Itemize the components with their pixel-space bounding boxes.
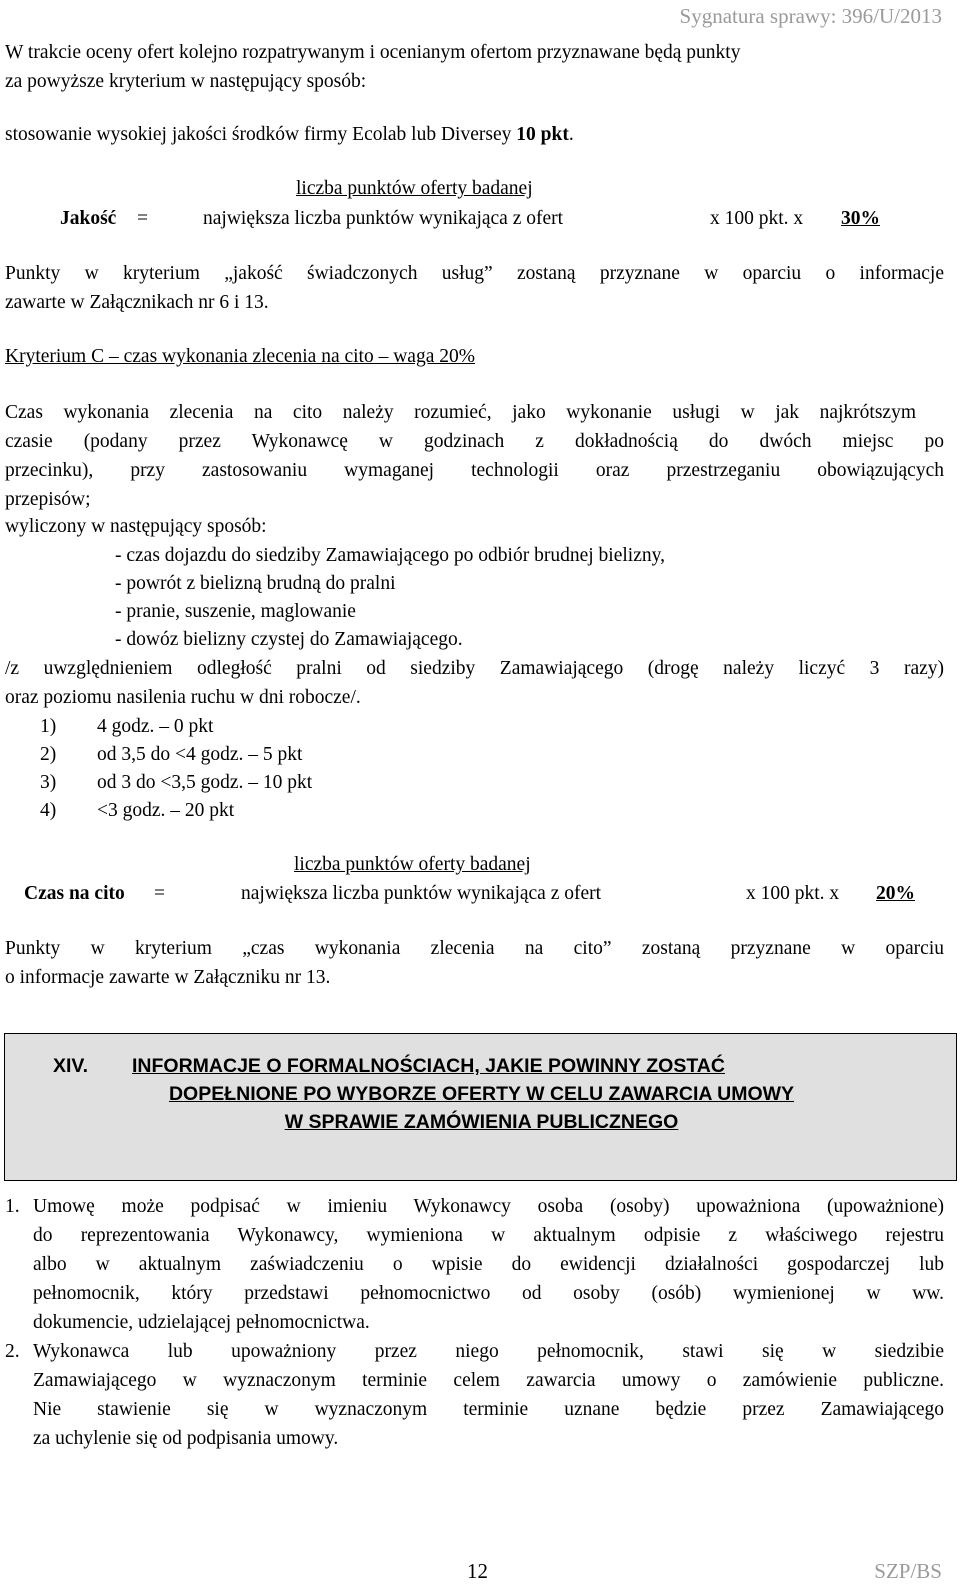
scale-number: 1) [40, 716, 57, 737]
intro-line-1: W trakcie oceny ofert kolejno rozpatrywanym i ocenianym ofertom przyznawane będą punkty [5, 42, 741, 63]
intro-line-2: za powyższe kryterium w następujący sposób: [5, 71, 367, 92]
calc-step: - powrót z bielizną brudną do pralni [115, 573, 396, 594]
quality-formula-denominator: największa liczba punktów wynikająca z ofert [203, 208, 564, 229]
criterion-c-desc-last: przepisów; [5, 489, 91, 510]
section-xiv-number: XIV. [53, 1055, 89, 1077]
section-xiv-box [4, 1033, 957, 1181]
criterion-c-desc-line-2: czasie (podany przez Wykonawcę w godzinach z dokładnością do dwóch miejsc po [5, 431, 944, 452]
time-formula-label: Czas na cito [24, 883, 125, 904]
quality-note-line-1: Punkty w kryterium „jakość świadczonych usług” zostaną przyznane w oparciu o informacje [5, 263, 944, 284]
quality-formula-equals: = [137, 208, 148, 229]
quality-note-line-2: zawarte w Załącznikach nr 6 i 13. [5, 292, 269, 313]
scale-item: od 3 do <3,5 godz. – 10 pkt [97, 772, 313, 793]
point-2-line: Wykonawca lub upoważniony przez niego pełnomocnik, stawi się w siedzibie [33, 1341, 944, 1362]
criterion-c-desc-line-1: Czas wykonania zlecenia na cito należy rozumieć, jako wykonanie usługi w jak najkrótszym [5, 402, 916, 423]
point-1-line: pełnomocnik, który przedstawi pełnomocnictwo od osoby (osób) wymienionej w ww. [33, 1283, 944, 1304]
time-formula-weight: 20% [876, 883, 915, 904]
calc-step: - pranie, suszenie, maglowanie [115, 601, 356, 622]
scale-item: <3 godz. – 20 pkt [97, 800, 235, 821]
criterion-c-desc-line-3: przecinku), przy zastosowaniu wymaganej technologii oraz przestrzeganiu obowiązujących [5, 460, 944, 481]
point-2-last-line: za uchylenie się od podpisania umowy. [33, 1428, 339, 1449]
quality-formula-label: Jakość [60, 208, 117, 229]
time-note-line-2: o informacje zawarte w Załączniku nr 13. [5, 967, 331, 988]
scale-number: 2) [40, 744, 57, 765]
scale-item: 4 godz. – 0 pkt [97, 716, 214, 737]
point-1-line: albo w aktualnym zaświadczeniu o wpisie do ewidencji działalności gospodarczej lub [33, 1254, 944, 1275]
point-2-line: Nie stawienie się w wyznaczonym terminie uznane będzie przez Zamawiającego [33, 1399, 944, 1420]
point-number: 1. [5, 1196, 20, 1217]
calc-step: - czas dojazdu do siedziby Zamawiającego po odbiór brudnej bielizny, [115, 545, 665, 566]
page-number: 12 [467, 1559, 488, 1583]
quality-rule-end: . [568, 124, 574, 145]
calc-step: - dowóz bielizny czystej do Zamawiającego. [115, 629, 463, 650]
quality-formula-numerator: liczba punktów oferty badanej [296, 178, 533, 199]
quality-formula-weight: 30% [841, 208, 880, 229]
distance-note-line-1: /z uwzględnieniem odległość pralni od siedziby Zamawiającego (drogę należy liczyć 3 razy) [5, 658, 944, 679]
section-xiv-title-line-2: DOPEŁNIONE PO WYBORZE OFERTY W CELU ZAWARCIA UMOWY [168, 1083, 795, 1105]
time-formula-equals: = [154, 883, 165, 904]
section-xiv-title-line-1: INFORMACJE O FORMALNOŚCIACH, JAKIE POWINNY ZOSTAĆ [132, 1055, 725, 1077]
time-note-line-1: Punkty w kryterium „czas wykonania zlecenia na cito” zostaną przyznane w oparciu [5, 938, 944, 959]
case-signature: Sygnatura sprawy: 396/U/2013 [679, 4, 942, 28]
time-formula-numerator: liczba punktów oferty badanej [294, 854, 531, 875]
quality-formula-multiplier: x 100 pkt. x [710, 208, 804, 229]
scale-number: 4) [40, 800, 57, 821]
criterion-c-calc-intro: wyliczony w następujący sposób: [5, 516, 267, 537]
point-1-line: do reprezentowania Wykonawcy, wymieniona w aktualnym odpisie z właściwego rejestru [33, 1225, 944, 1246]
point-1-line: Umowę może podpisać w imieniu Wykonawcy osoba (osoby) upoważniona (upoważnione) [33, 1196, 944, 1217]
scale-number: 3) [40, 772, 57, 793]
criterion-c-heading: Kryterium C – czas wykonania zlecenia na cito – waga 20% [5, 346, 475, 367]
footer-code: SZP/BS [874, 1559, 942, 1583]
distance-note-line-2: oraz poziomu nasilenia ruchu w dni robocze/. [5, 687, 361, 708]
scale-item: od 3,5 do <4 godz. – 5 pkt [97, 744, 303, 765]
quality-rule [5, 120, 574, 149]
quality-rule-points: 10 pkt [516, 124, 569, 145]
section-xiv-title-line-3: W SPRAWIE ZAMÓWIENIA PUBLICZNEGO [284, 1111, 679, 1133]
point-2-line: Zamawiającego w wyznaczonym terminie celem zawarcia umowy o zamówienie publiczne. [33, 1370, 944, 1391]
time-formula-denominator: największa liczba punktów wynikająca z ofert [241, 883, 602, 904]
quality-rule-text: stosowanie wysokiej jakości środków firmy Ecolab lub Diversey [5, 124, 517, 145]
point-1-last-line: dokumencie, udzielającej pełnomocnictwa. [33, 1312, 370, 1333]
point-number: 2. [5, 1341, 20, 1362]
time-formula-multiplier: x 100 pkt. x [746, 883, 840, 904]
